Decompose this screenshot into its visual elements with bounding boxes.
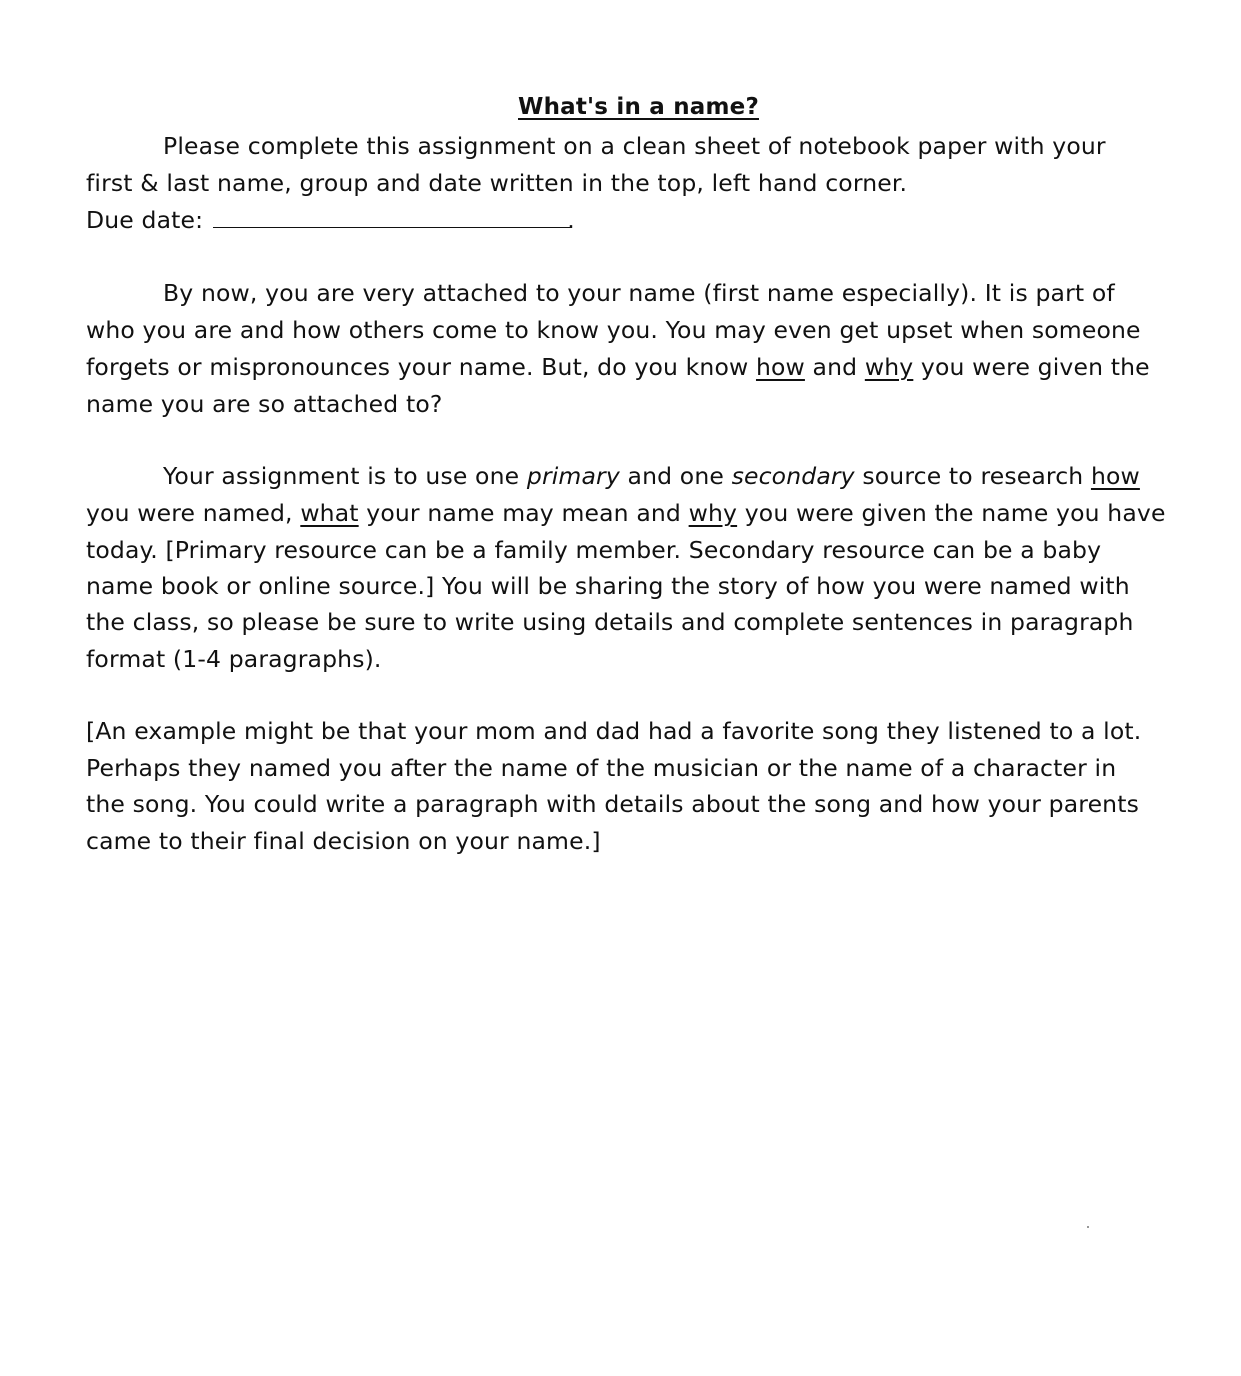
p3-line-6: format (1-4 paragraphs). bbox=[86, 645, 382, 673]
intro-line-2: first & last name, group and date written in the top, left hand corner. bbox=[86, 169, 908, 197]
due-date-blank bbox=[213, 207, 571, 228]
p3-line-1-text-c: source to research bbox=[854, 462, 1091, 490]
p3-line-2-text-b: your name may mean and bbox=[358, 499, 689, 527]
p3-how-underlined: how bbox=[1090, 462, 1140, 490]
intro-line-1: Please complete this assignment on a clean sheet of notebook paper with your bbox=[163, 132, 1106, 160]
p2-line-3-text-b: you were given the bbox=[913, 353, 1150, 381]
p3-what-underlined: what bbox=[300, 499, 359, 527]
p2-line-3 bbox=[86, 352, 1150, 382]
p2-how-underlined: how bbox=[755, 353, 805, 381]
p3-why-underlined: why bbox=[688, 499, 738, 527]
p4-line-4: came to their final decision on your name.] bbox=[86, 827, 601, 855]
p3-line-5: the class, so please be sure to write using details and complete sentences in paragraph bbox=[86, 608, 1134, 636]
p4-line-3: the song. You could write a paragraph with details about the song and how your parents bbox=[86, 790, 1139, 818]
p3-line-2-text-a: you were named, bbox=[86, 499, 301, 527]
p2-line-1: By now, you are very attached to your name (first name especially). It is part of bbox=[163, 279, 1115, 307]
p3-line-4: name book or online source.] You will be sharing the story of how you were named with bbox=[86, 572, 1130, 600]
p2-line-4: name you are so attached to? bbox=[86, 390, 443, 418]
p4-line-1: [An example might be that your mom and dad had a favorite song they listened to a lot. bbox=[86, 717, 1142, 745]
p3-line-2-text-c: you were given the name you have bbox=[737, 499, 1166, 527]
p3-line-2 bbox=[86, 498, 1166, 528]
p4-line-2: Perhaps they named you after the name of the musician or the name of a character in bbox=[86, 754, 1117, 782]
p3-primary-italic: primary bbox=[526, 462, 620, 490]
scan-speck bbox=[1087, 1226, 1089, 1228]
p3-line-1-text-b: and one bbox=[619, 462, 732, 490]
due-date-end: . bbox=[567, 206, 575, 234]
p3-line-1-text-a: Your assignment is to use one bbox=[163, 462, 527, 490]
p3-line-1 bbox=[163, 461, 1140, 491]
due-date-label: Due date: bbox=[86, 206, 204, 234]
p3-secondary-italic: secondary bbox=[731, 462, 855, 490]
p2-line-3-text-a: forgets or mispronounces your name. But, do you know bbox=[86, 353, 756, 381]
p2-line-2: who you are and how others come to know you. You may even get upset when someone bbox=[86, 316, 1141, 344]
p2-why-underlined: why bbox=[864, 353, 914, 381]
due-date-line bbox=[86, 205, 575, 235]
p3-line-3: today. [Primary resource can be a family member. Secondary resource can be a baby bbox=[86, 536, 1102, 564]
p2-line-3-text-and: and bbox=[804, 353, 865, 381]
document-title: What's in a name? bbox=[518, 94, 759, 120]
